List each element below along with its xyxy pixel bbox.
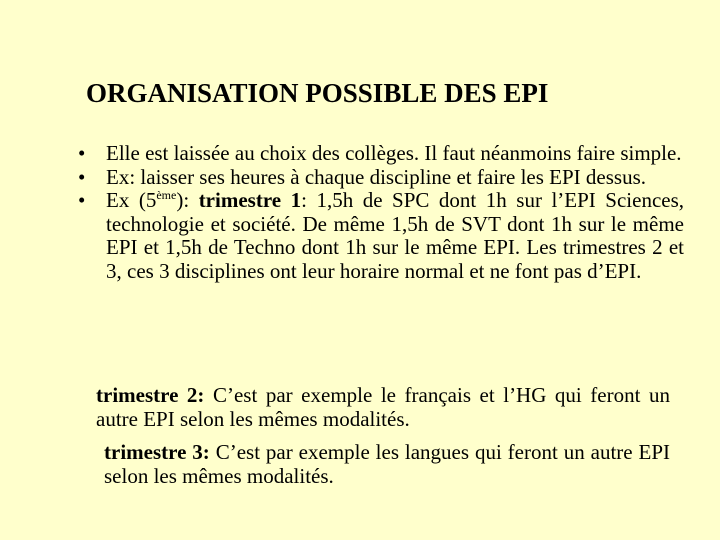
bullet-icon: • [78, 164, 86, 189]
bullet-icon: • [78, 188, 86, 212]
trimestre-2-label: trimestre 2: [96, 383, 205, 407]
bullet-text: Elle est laissée au choix des collèges. Il faut néanmoins faire simple. [106, 141, 682, 165]
bullet-icon: • [78, 141, 86, 165]
bullet-item [78, 142, 684, 166]
trimestre-3-label: trimestre 3: [104, 440, 210, 464]
bullet-list [78, 142, 684, 283]
trimestre-2-paragraph [96, 384, 670, 431]
bullet-text-prefix: Ex (5 [106, 188, 157, 212]
bullet-item [78, 166, 684, 190]
bullet-text-mid: ): [176, 188, 199, 212]
bullet-item [78, 189, 684, 283]
bullet-text: Ex: laisser ses heures à chaque discipline et faire les EPI dessus. [106, 164, 647, 189]
bullet-text-rest: : 1,5h de SPC dont 1h sur l’EPI Sciences, technologie et société. De même 1,5h de SVT dont 1h sur le même EPI et 1,5h de Techno dont 1h sur le même EPI. Les trimestres 2 et 3, ces 3 disciplines ont leur horaire normal et ne font pas d’EPI. [106, 188, 685, 283]
trimestre-3-paragraph [104, 441, 670, 488]
trimestre-3-text: C’est par exemple les langues qui feront un autre EPI selon les mêmes modalités. [104, 440, 670, 488]
trimestre-2-text: C’est par exemple le français et l’HG qui feront un autre EPI selon les mêmes modalités. [96, 383, 670, 431]
superscript-eme: ème [156, 188, 177, 202]
trimestre-1-label: trimestre 1 [198, 188, 302, 212]
slide-title: ORGANISATION POSSIBLE DES EPI [86, 78, 549, 108]
